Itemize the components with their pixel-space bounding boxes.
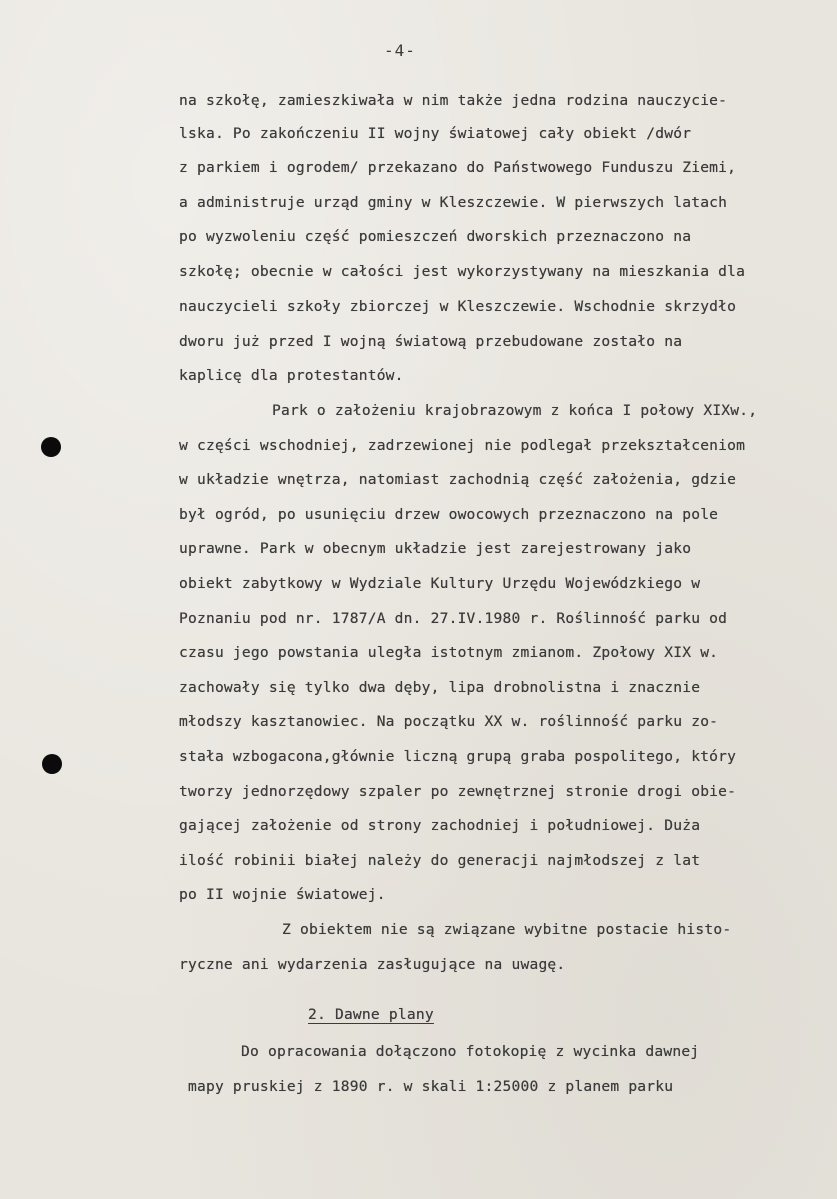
text-line: Park o założeniu krajobrazowym z końca I połowy XIXw.,	[272, 402, 758, 419]
text-line: kaplicę dla protestantów.	[179, 367, 404, 384]
text-line: ilość robinii białej należy do generacji najmłodszej z lat	[179, 852, 701, 869]
page-number: -4-	[384, 41, 416, 60]
text-line: ryczne ani wydarzenia zasługujące na uwagę.	[179, 956, 566, 973]
text-line: lska. Po zakończeniu II wojny światowej cały obiekt /dwór	[179, 125, 692, 142]
text-line: Poznaniu pod nr. 1787/A dn. 27.IV.1980 r. Roślinność parku od	[179, 610, 728, 627]
text-line: gającej założenie od strony zachodniej i południowej. Duża	[179, 817, 701, 834]
text-line: obiekt zabytkowy w Wydziale Kultury Urzędu Wojewódzkiego w	[179, 575, 701, 592]
text-line: w części wschodniej, zadrzewionej nie podlegał przekształceniom	[179, 437, 746, 454]
text-line: po wyzwoleniu część pomieszczeń dworskich przeznaczono na	[179, 228, 692, 245]
text-line: po II wojnie światowej.	[179, 886, 386, 903]
text-line: był ogród, po usunięciu drzew owocowych przeznaczono na pole	[179, 506, 719, 523]
text-line: dworu już przed I wojną światową przebudowane zostało na	[179, 333, 683, 350]
text-line: mapy pruskiej z 1890 r. w skali 1:25000 z planem parku	[188, 1078, 674, 1095]
text-line: z parkiem i ogrodem/ przekazano do Państwowego Funduszu Ziemi,	[179, 159, 737, 176]
text-line: zachowały się tylko dwa dęby, lipa drobnolistna i znacznie	[179, 679, 701, 696]
text-line: Do opracowania dołączono fotokopię z wycinka dawnej	[241, 1043, 700, 1060]
text-line: czasu jego powstania uległa istotnym zmianom. Zpołowy XIX w.	[179, 644, 719, 661]
text-line: szkołę; obecnie w całości jest wykorzystywany na mieszkania dla	[179, 263, 746, 280]
text-line: w układzie wnętrza, natomiast zachodnią część założenia, gdzie	[179, 471, 737, 488]
text-line: a administruje urząd gminy w Kleszczewie. W pierwszych latach	[179, 194, 728, 211]
text-line: uprawne. Park w obecnym układzie jest zarejestrowany jako	[179, 540, 692, 557]
text-line: młodszy kasztanowiec. Na początku XX w. roślinność parku zo-	[179, 713, 719, 730]
punch-hole	[41, 437, 61, 457]
text-line: stała wzbogacona,głównie liczną grupą graba pospolitego, który	[179, 748, 737, 765]
text-line: na szkołę, zamieszkiwała w nim także jedna rodzina nauczycie-	[179, 92, 728, 109]
section-heading: 2. Dawne plany	[308, 1006, 434, 1023]
text-line: Z obiektem nie są związane wybitne postacie histo-	[282, 921, 732, 938]
punch-hole	[42, 754, 62, 774]
text-line: nauczycieli szkoły zbiorczej w Kleszczewie. Wschodnie skrzydło	[179, 298, 737, 315]
text-line: tworzy jednorzędowy szpaler po zewnętrznej stronie drogi obie-	[179, 783, 737, 800]
